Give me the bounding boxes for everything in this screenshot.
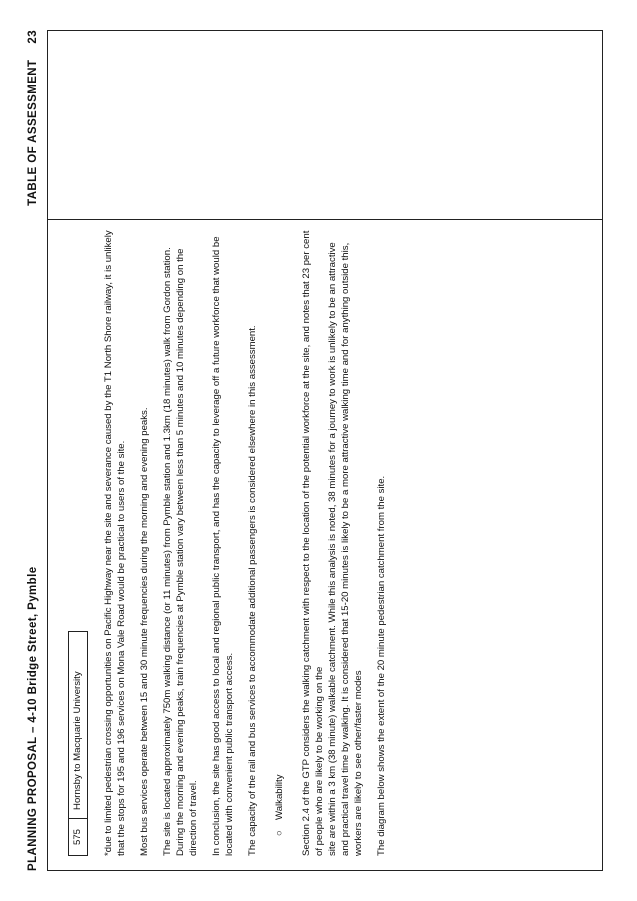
route-number: 575 — [69, 818, 87, 855]
section-header — [27, 30, 39, 206]
walkability-label: Walkability — [274, 774, 285, 820]
section-title: TABLE OF ASSESSMENT — [27, 59, 39, 206]
conclusion-paragraph: In conclusion, the site has good access to local and regional public transport, and has the capacity to leverage off a future workforce that would be located with convenient public transport access. — [211, 236, 235, 856]
column-divider — [48, 219, 602, 220]
walking-catchment-line-1: Section 2.4 of the GTP considers the walking catchment with respect to the location of the potential workforce at the site, and notes that 23 per cent of people who are likely to be working on the — [301, 230, 325, 856]
document-title: PLANNING PROPOSAL – 4-10 Bridge Street, Pymble — [27, 566, 39, 871]
page-number: 23 — [27, 30, 39, 44]
assessment-table — [47, 30, 603, 871]
capacity-paragraph: The capacity of the rail and bus services to accommodate additional passengers is considered elsewhere in this assessment. — [247, 325, 258, 856]
walkability-heading — [273, 228, 286, 836]
walking-catchment-paragraph — [300, 228, 365, 856]
bus-route-row — [68, 631, 88, 856]
walking-catchment-line-2: site are within a 3 km (38 minute) walkable catchment. While this analysis is noted, 38 minutes for a journey to work is unlikely to be an attractive and practical travel time by walking. It is considered that 15-20 minutes is likely to be a more attractive walking time and for anything outside this, workers are likely to see other/faster modes — [327, 242, 364, 856]
crossing-note: *due to limited pedestrian crossing opportunities on Pacific Highway near the site and severance caused by the T1 North Shore railway, it is unlikely that the stops for 195 and 196 services on Mona Vale Road would be practical to users of the site. — [103, 230, 127, 856]
route-name: Hornsby to Macquarie University — [72, 671, 83, 810]
train-access-paragraph: The site is located approximately 750m walking distance (or 11 minutes) from Pymble station and 1.3km (18 minutes) walk from Gordon station. During the morning and evening peaks, train frequencies at Pymble station vary between less than 5 minutes and 10 minutes depending on the direction of travel. — [162, 247, 199, 856]
diagram-intro-paragraph: The diagram below shows the extent of the 20 minute pedestrian catchment from the site. — [376, 475, 387, 856]
hollow-bullet-icon: ○ — [274, 830, 285, 836]
bus-frequency-paragraph: Most bus services operate between 15 and 30 minute frequencies during the morning and evening peaks. — [139, 407, 150, 856]
assessment-content-cell — [48, 220, 602, 870]
